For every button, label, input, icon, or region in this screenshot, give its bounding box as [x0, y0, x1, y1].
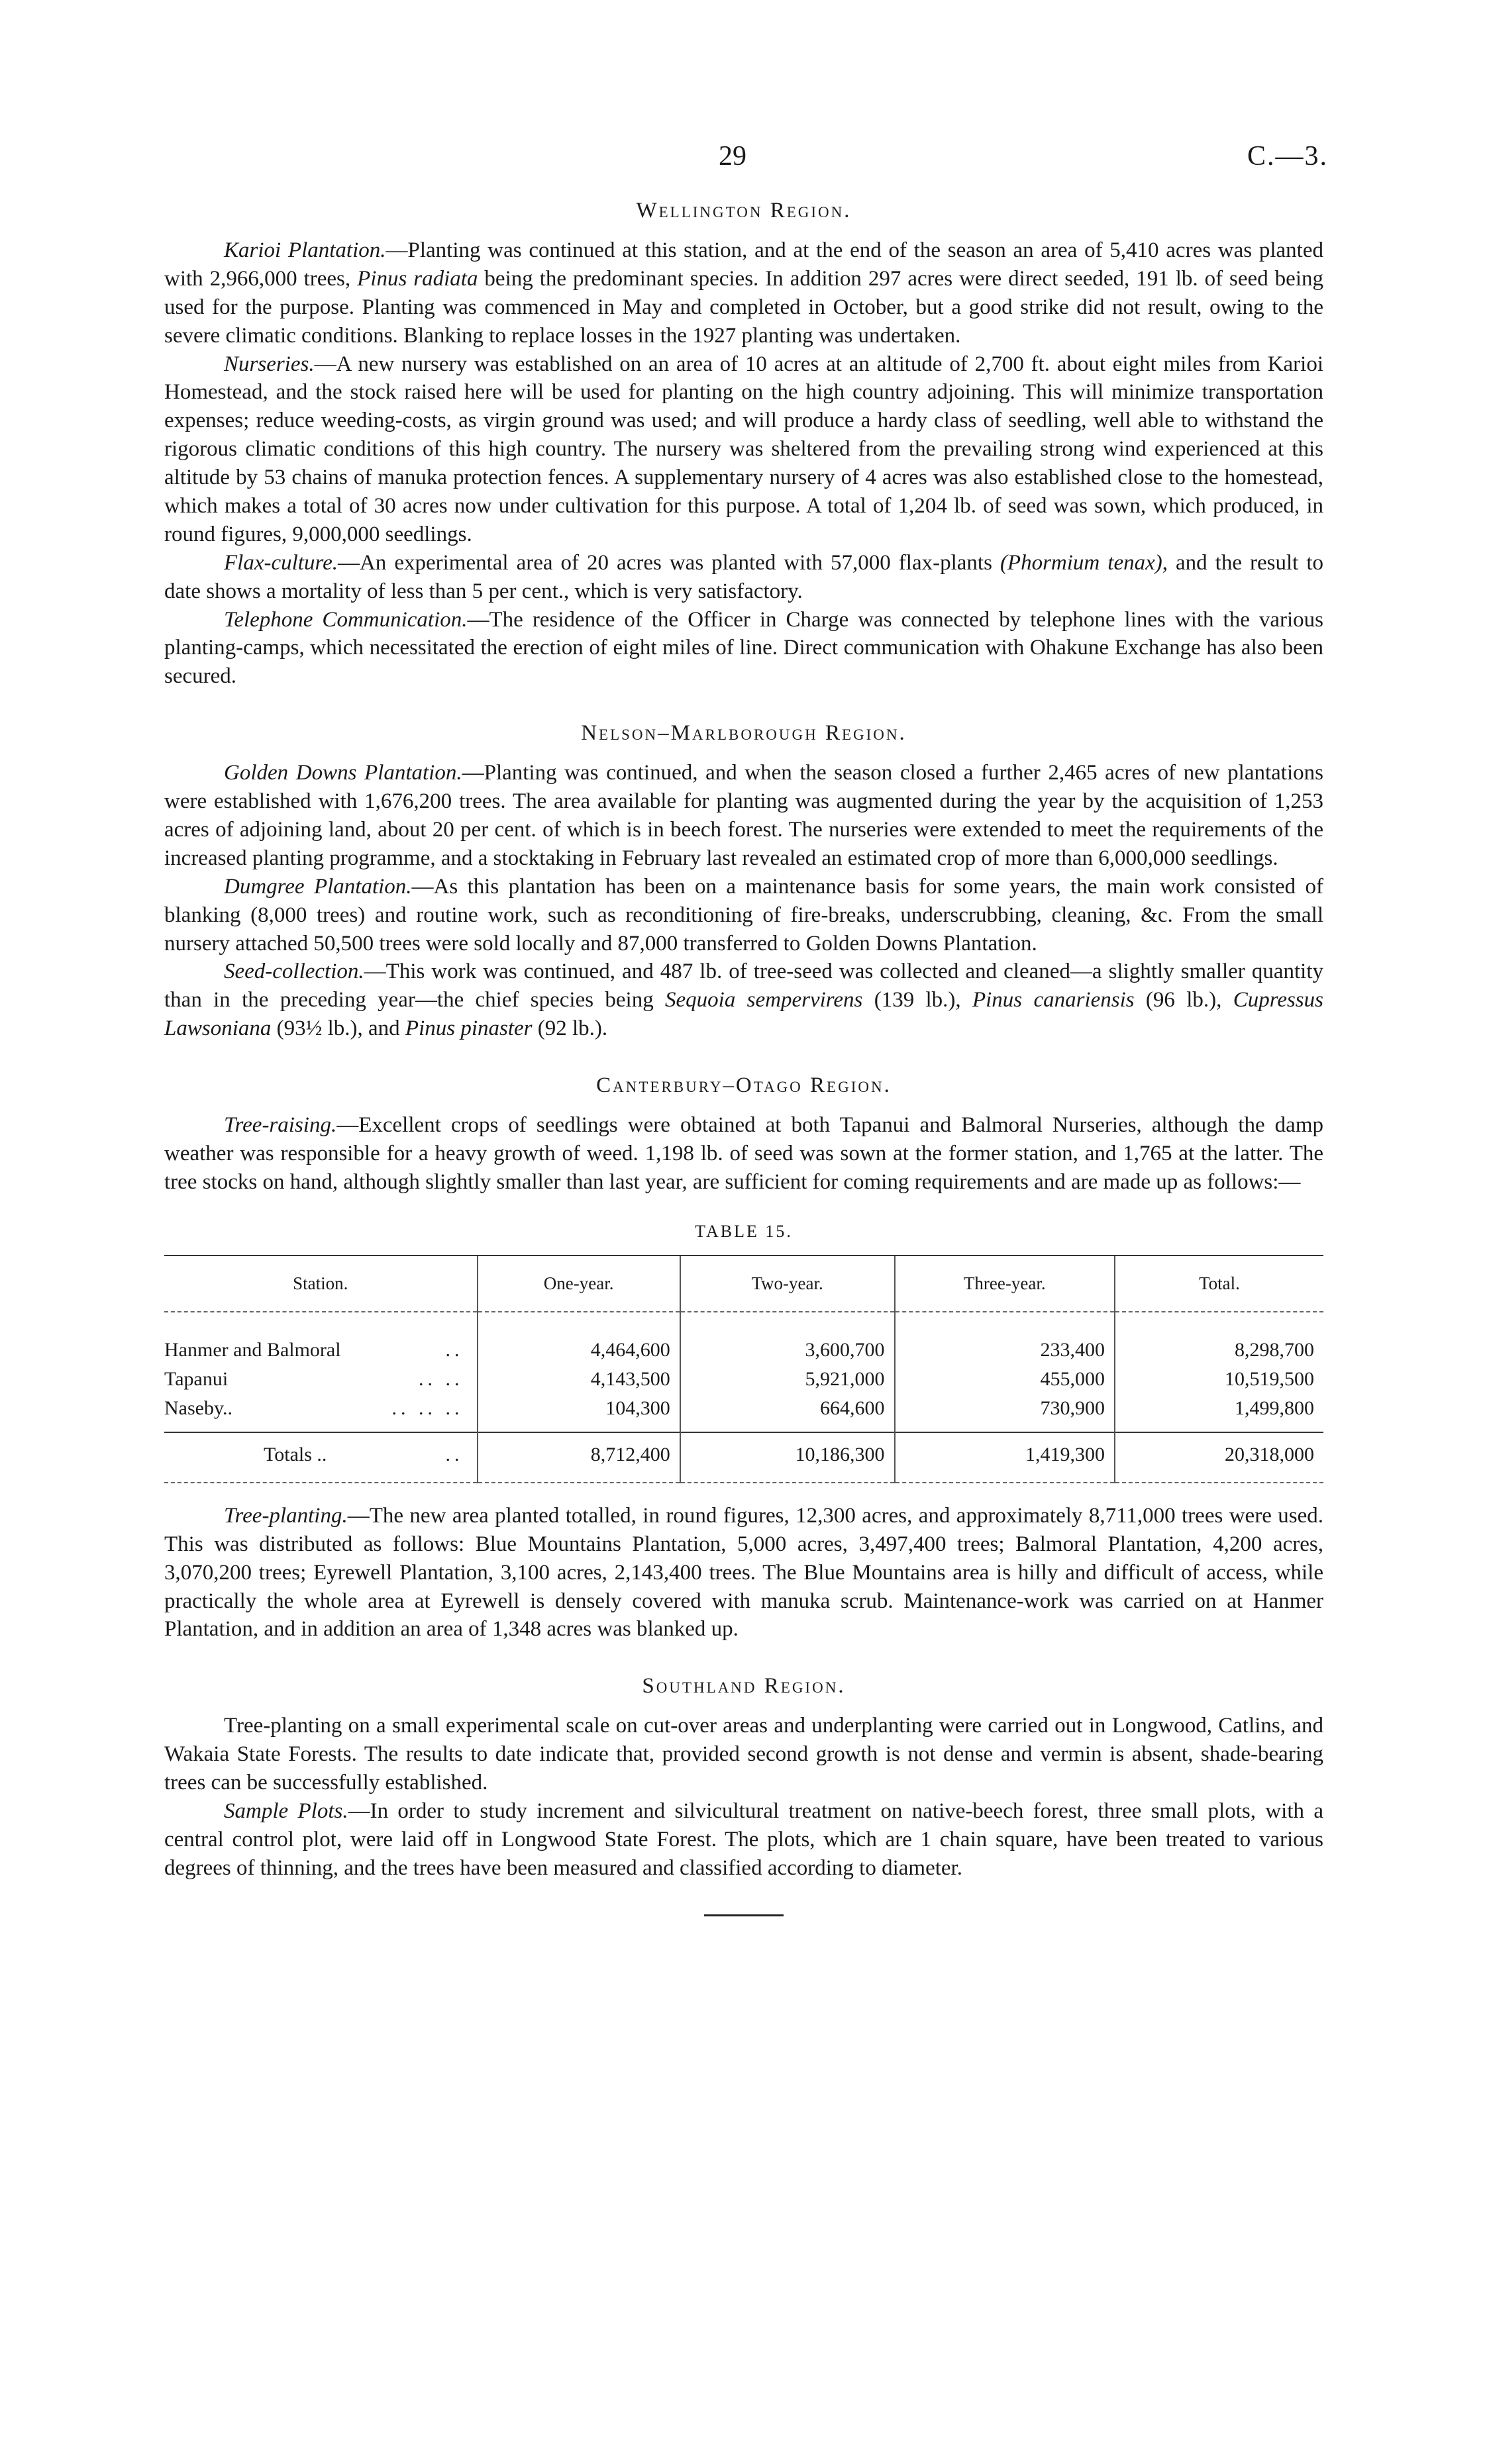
totals-three-year: 1,419,300 — [895, 1432, 1115, 1483]
tree-planting-lead: Tree-planting. — [224, 1503, 348, 1528]
station-cell — [164, 1365, 478, 1394]
nurseries-paragraph — [164, 350, 1323, 549]
seed-text-a: —This work was continued, and 487 lb. of tree-seed was collected and cleaned—a slightly smaller quantity than in the preceding year—the chief species being — [164, 960, 1323, 1012]
station-cell — [164, 1312, 478, 1365]
three-year-cell: 233,400 — [895, 1312, 1115, 1365]
golden-downs-paragraph — [164, 759, 1323, 873]
sample-plots-paragraph — [164, 1797, 1323, 1883]
totals-two-year: 10,186,300 — [680, 1432, 895, 1483]
dumgree-lead: Dumgree Plantation. — [224, 874, 412, 899]
three-year-cell: 455,000 — [895, 1365, 1115, 1394]
one-year-cell: 104,300 — [478, 1394, 680, 1432]
leader-dots: .. — [445, 1443, 464, 1465]
seed-text-e: (92 lb.). — [532, 1016, 608, 1041]
telephone-lead: Telephone Communication. — [224, 607, 468, 632]
southland-heading: Southland Region. — [642, 1674, 846, 1699]
telephone-paragraph — [164, 606, 1323, 691]
karioi-species: Pinus radiata — [357, 266, 478, 291]
flax-species: (Phormium tenax) — [1000, 550, 1162, 575]
station-name: Tapanui — [164, 1367, 229, 1390]
header-one-year: One-year. — [478, 1256, 680, 1312]
table-header-row — [164, 1256, 1323, 1312]
tree-raising-lead: Tree-raising. — [224, 1113, 337, 1138]
dumgree-text: —As this plantation has been on a maintenance basis for some years, the main work consisted of blanking (8,000 trees) and routine work, such as reconditioning of fire-breaks, underscrubbing, cleaning, &c. From the small nursery attached 50,500 trees were sold locally and 87,000 transferred to Golden Downs Plantation. — [164, 874, 1324, 956]
header-three-year: Three-year. — [895, 1256, 1115, 1312]
table-15 — [164, 1222, 1323, 1483]
one-year-cell: 4,464,600 — [478, 1312, 680, 1365]
station-name: Naseby.. — [164, 1397, 233, 1419]
page-number: 29 — [719, 141, 746, 172]
tree-planting-text: —The new area planted totalled, in round figures, 12,300 acres, and approximately 8,711,000 trees were used. This was distributed as follows: Blue Mountains Plantation, 5,000 acres, 3,497,400 trees; Balmoral Plantation, 4,200 acres, 3,070,200 trees; Eyrewell Plantation, 3,100 acres, 2,143,400 trees. The Blue Mountains area is hilly and difficult of access, while practically the whole area at Eyrewell is densely covered with manuka scrub. Maintenance-work was carried on at Hanmer Plantation, and in addition an area of 1,348 acres was blanked up. — [164, 1503, 1323, 1642]
two-year-cell: 664,600 — [680, 1394, 895, 1432]
seed-species-1: Sequoia sempervirens — [665, 988, 863, 1012]
total-cell: 1,499,800 — [1115, 1394, 1323, 1432]
tree-raising-paragraph — [164, 1111, 1323, 1197]
seed-collection-lead: Seed-collection. — [224, 960, 364, 984]
dumgree-paragraph — [164, 873, 1323, 958]
seed-text-d: (93½ lb.), and — [271, 1016, 405, 1041]
southland-intro-paragraph: Tree-planting on a small experimental scale on cut-over areas and underplanting were carried out in Longwood, Catlins, and Wakaia State Forests. The results to date indicate that, provided second growth is not dense and vermin is absent, shade-bearing trees can be successfully established. — [164, 1714, 1323, 1795]
karioi-paragraph — [164, 236, 1323, 350]
flax-text-a: —An experimental area of 20 acres was planted with 57,000 flax-plants — [337, 550, 1000, 575]
nurseries-lead: Nurseries. — [224, 352, 315, 376]
one-year-cell: 4,143,500 — [478, 1365, 680, 1394]
totals-total: 20,318,000 — [1115, 1432, 1323, 1483]
totals-row — [164, 1432, 1323, 1483]
two-year-cell: 3,600,700 — [680, 1312, 895, 1365]
karioi-text-b: being the predominant species. In addition 297 acres were direct seeded, 191 lb. of seed being used for the purpose. Planting was commenced in May and completed in October, but a good strike did not result, owing to the severe climatic conditions. Blanking to replace losses in the 1927 planting was undertaken. — [164, 266, 1323, 348]
three-year-cell: 730,900 — [895, 1394, 1115, 1432]
seed-species-4: Pinus pinaster — [405, 1016, 533, 1041]
station-name: Hanmer and Balmoral — [164, 1338, 341, 1361]
leader-dots: .. — [445, 1338, 464, 1361]
seed-text-c: (96 lb.), — [1134, 988, 1233, 1012]
flax-paragraph — [164, 549, 1323, 606]
seed-collection-paragraph — [164, 958, 1323, 1043]
canterbury-section — [164, 1073, 1323, 1644]
table-row — [164, 1312, 1323, 1365]
two-year-cell: 5,921,000 — [680, 1365, 895, 1394]
totals-label: Totals .. — [264, 1443, 327, 1465]
header-station: Station. — [164, 1256, 478, 1312]
header-two-year: Two-year. — [680, 1256, 895, 1312]
karioi-text-a: —Planting was continued at this station, and at the end of the season an area of 5,410 acres was planted with 2,966,000 trees, — [164, 238, 1323, 291]
nelson-section — [164, 721, 1323, 1043]
table-row — [164, 1365, 1323, 1394]
leader-dots: .. .. .. — [391, 1397, 464, 1419]
golden-downs-text: —Planting was continued, and when the season closed a further 2,465 acres of new plantations were established with 1,676,200 trees. The area available for planting was augmented during the year by the acquisition of 1,253 acres of adjoining land, about 20 per cent. of which is in beech forest. The nurseries were extended to meet the requirements of the increased planting programme, and a stocktaking in February last revealed an estimated crop of more than 6,000,000 seedlings. — [164, 761, 1323, 870]
wellington-section — [164, 199, 1323, 691]
seed-text-b: (139 lb.), — [862, 988, 972, 1012]
seed-species-2: Pinus canariensis — [972, 988, 1135, 1012]
page-body — [164, 199, 1323, 1916]
golden-downs-lead: Golden Downs Plantation. — [224, 761, 462, 785]
table-row — [164, 1394, 1323, 1432]
wellington-heading: Wellington Region. — [636, 199, 852, 222]
sample-plots-lead: Sample Plots. — [224, 1799, 348, 1823]
nurseries-text: —A new nursery was established on an area of 10 acres at an altitude of 2,700 ft. about eight miles from Karioi Homestead, and the stock raised here will be used for planting on the high country adjoining. This will minimize transportation expenses; reduce weeding-costs, as virgin ground was used; and will produce a hardy class of seedling, well able to withstand the rigorous climatic conditions of this high country. The nursery was sheltered from the prevailing strong wind experienced at this altitude by 53 chains of manuka protection fences. A supplementary nursery of 4 acres was also established close to the homestead, which makes a total of 30 acres now under cultivation for this purpose. A total of 1,204 lb. of seed was sown, which produced, in round figures, 9,000,000 seedlings. — [164, 352, 1323, 546]
telephone-text: —The residence of the Officer in Charge was connected by telephone lines with the various planting-camps, which necessitated the erection of eight miles of line. Direct communication with Ohakune Exchange has also been secured. — [164, 607, 1323, 689]
leader-dots: .. .. — [419, 1367, 464, 1390]
station-cell — [164, 1394, 478, 1432]
closing-rule — [704, 1914, 784, 1916]
total-cell: 10,519,500 — [1115, 1365, 1323, 1394]
seed-species-3: Cupressus Lawsoniana — [164, 988, 1323, 1041]
nelson-heading: Nelson–Marlborough Region. — [581, 721, 907, 746]
document-reference: C.—3. — [1247, 141, 1328, 172]
flax-lead: Flax-culture. — [224, 550, 338, 575]
tree-stock-table — [164, 1255, 1323, 1483]
total-cell: 8,298,700 — [1115, 1312, 1323, 1365]
southland-section — [164, 1674, 1323, 1882]
totals-one-year: 8,712,400 — [478, 1432, 680, 1483]
header-total: Total. — [1115, 1256, 1323, 1312]
tree-raising-text: —Excellent crops of seedlings were obtained at both Tapanui and Balmoral Nurseries, although the damp weather was responsible for a heavy growth of weed. 1,198 lb. of seed was sown at the former station, and 1,765 at the latter. The tree stocks on hand, although slightly smaller than last year, are sufficient for coming requirements and are made up as follows:— — [164, 1113, 1323, 1194]
tree-planting-paragraph — [164, 1502, 1323, 1644]
karioi-lead: Karioi Plantation. — [224, 238, 386, 262]
flax-text-b: , and the result to date shows a mortality of less than 5 per cent., which is very satisfactory. — [164, 550, 1324, 603]
sample-plots-text: —In order to study increment and silvicultural treatment on native-beech forest, three small plots, with a central control plot, were laid off in Longwood State Forest. The plots, which are 1 chain square, have been treated to various degrees of thinning, and the trees have been measured and classified according to diameter. — [164, 1799, 1323, 1880]
canterbury-heading: Canterbury–Otago Region. — [596, 1073, 892, 1098]
table-caption: TABLE 15. — [695, 1221, 793, 1241]
page-header — [0, 140, 1487, 180]
totals-label-cell — [164, 1432, 478, 1483]
